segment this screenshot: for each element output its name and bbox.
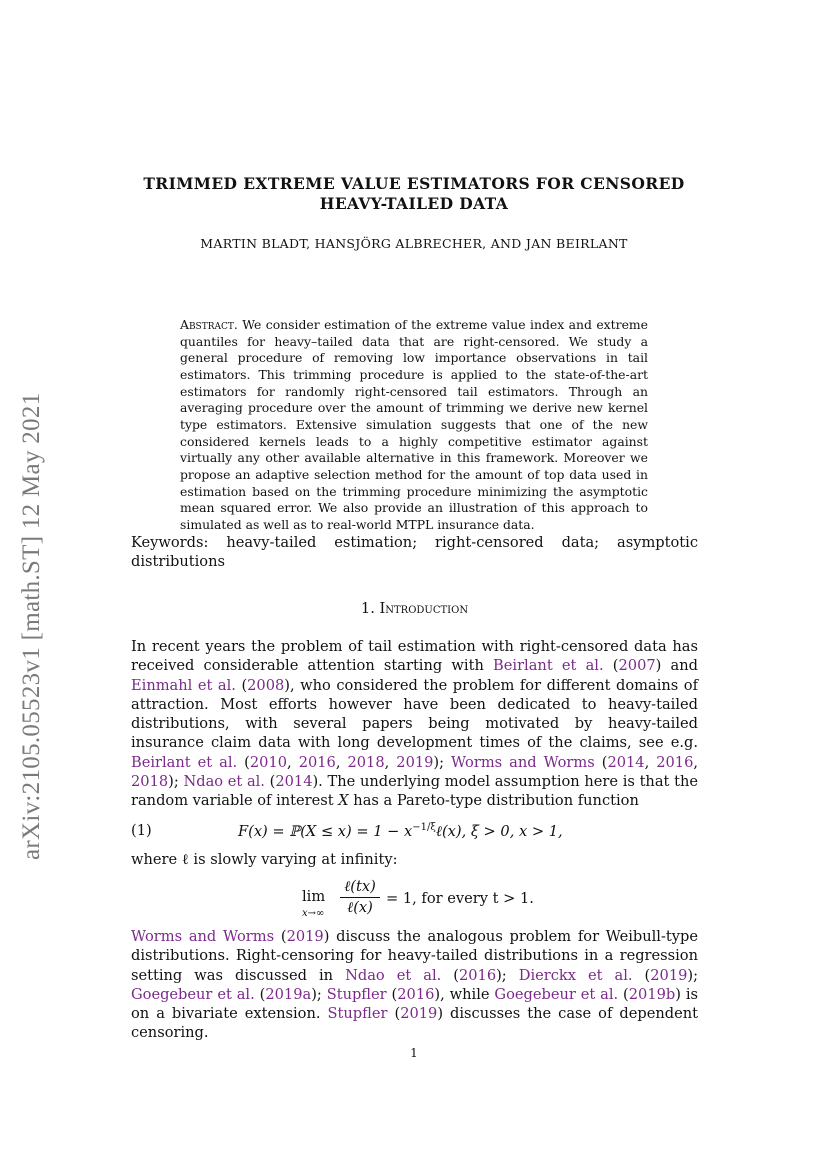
fraction xyxy=(340,878,380,917)
citation-link[interactable]: 2008 xyxy=(247,676,285,694)
section-name: Introduction xyxy=(379,600,469,617)
citation-link[interactable]: 2018 xyxy=(131,773,169,791)
paragraph-2: Worms and Worms (2019) discuss the analogous problem for Weibull-type distributions. Right-censoring for heavy-tailed distributions in a regression setting was discussed in Ndao et al. (2016); Dierckx et al. (2019); Goegebeur et al. (2019a); Stupfler (2016), while Goegebeur et al. (2019b) is on a bivariate extension. Stupfler (2019) discusses the case of dependent censoring. xyxy=(131,928,699,1042)
citation-link[interactable]: 2019 xyxy=(400,1005,438,1023)
exponent: −1/ξ xyxy=(412,822,436,833)
fraction-numerator: ℓ(tx) xyxy=(344,878,376,895)
citation-link[interactable]: 2014 xyxy=(275,773,313,791)
equation-limit xyxy=(300,878,560,922)
page-number: 1 xyxy=(410,1046,418,1060)
citation-link[interactable]: 2010 xyxy=(249,753,288,771)
intro-paragraph: In recent years the problem of tail estimation with right-censored data has received considerable attention starting with Beirlant et al. (2007) and Einmahl et al. (2008), who considered the problem for different domains of attraction. Most efforts however have been dedicated to heavy-tailed distributions, with several papers being motivated by heavy-tailed insurance claim data with long development times of the claims, see e.g. Beirlant et al. (2010, 2016, 2018, 2019); Worms and Worms (2014, 2016, 2018); Ndao et al. (2014). The underlying model assumption here is that the random variable of interest X has a Pareto-type distribution function xyxy=(131,638,699,810)
citation-link[interactable]: Goegebeur et al. xyxy=(131,985,255,1003)
where-line: where ℓ is slowly varying at infinity: xyxy=(131,851,398,868)
arxiv-stamp: arXiv:2105.05523v1 [math.ST] 12 May 2021 xyxy=(18,392,45,860)
citation-link[interactable]: Stupfler xyxy=(326,985,387,1003)
citation-link[interactable]: 2019 xyxy=(650,966,688,984)
citation-link[interactable]: 2007 xyxy=(618,657,656,675)
citation-link[interactable]: 2019a xyxy=(265,985,312,1003)
section-heading xyxy=(131,600,698,617)
equation-1 xyxy=(131,822,698,844)
citation-link[interactable]: Stupfler xyxy=(327,1005,388,1023)
keywords: Keywords: heavy-tailed estimation; right-censored data; asymptotic distributions xyxy=(131,534,698,571)
abstract-body: We consider estimation of the extreme value index and extreme quantiles for heavy–tailed data that are right-censored. We study a general procedure of removing low importance observations in tail estimators. This trimming procedure is applied to the state-of-the-art estimators for randomly right-censored tail estimators. Through an averaging procedure over the amount of trimming we derive new kernel type estimators. Extensive simulation suggests that one of the new considered kernels leads to a highly competitive estimator against virtually any other available alternative in this framework. Moreover we propose an adaptive selection method for the amount of top data used in estimation based on the trimming procedure minimizing the asymptotic mean squared error. We also provide an illustration of this approach to simulated as well as to real-world MTPL insurance data. xyxy=(180,317,648,532)
citation-link[interactable]: 2016 xyxy=(656,753,694,771)
citation-link[interactable]: 2016 xyxy=(298,753,336,771)
citation-link[interactable]: 2019 xyxy=(396,753,434,771)
citation-link[interactable]: Goegebeur et al. xyxy=(494,985,619,1003)
citation-link[interactable]: Ndao et al. xyxy=(345,966,442,984)
fraction-denominator: ℓ(x) xyxy=(347,899,373,916)
citation-link[interactable]: 2018 xyxy=(347,753,385,771)
author-list: MARTIN BLADT, HANSJÖRG ALBRECHER, AND JAN BEIRLANT xyxy=(200,236,628,251)
citation-link[interactable]: Worms and Worms xyxy=(451,753,595,771)
section-number: 1. xyxy=(360,600,380,617)
math-variable: X xyxy=(338,792,349,810)
citation-link[interactable]: Beirlant et al. xyxy=(493,657,604,675)
citation-link[interactable]: 2019b xyxy=(628,985,676,1003)
citation-link[interactable]: Worms and Worms xyxy=(131,928,275,945)
equation-number: (1) xyxy=(131,822,152,839)
citation-link[interactable]: Dierckx et al. xyxy=(518,966,633,984)
equation-formula: F(x) = ℙ(X ≤ $x) = 1 - x^{-1/\xi}\ell(x)$, ξ > 0, x > 1, xyxy=(238,822,563,840)
title-line-2: HEAVY-TAILED DATA xyxy=(319,194,509,213)
citation-link[interactable]: 2019 xyxy=(286,928,324,945)
fraction-bar xyxy=(340,897,380,898)
title-line-1: TRIMMED EXTREME VALUE ESTIMATORS FOR CENSORED xyxy=(143,174,685,193)
citation-link[interactable]: Einmahl et al. xyxy=(131,676,236,694)
equation-rest: = 1, for every t > 1. xyxy=(386,890,534,907)
limit-operator: lim xyxy=(302,888,326,905)
abstract-heading: Abstract. xyxy=(180,317,238,332)
limit-subscript: x→∞ xyxy=(302,908,325,919)
citation-link[interactable]: 2014 xyxy=(607,753,645,771)
paper-title xyxy=(120,174,708,214)
abstract xyxy=(180,317,648,534)
citation-link[interactable]: 2016 xyxy=(397,985,435,1003)
citation-link[interactable]: 2016 xyxy=(458,966,497,984)
citation-link[interactable]: Ndao et al. xyxy=(183,773,265,791)
citation-link[interactable]: Beirlant et al. xyxy=(131,753,238,771)
